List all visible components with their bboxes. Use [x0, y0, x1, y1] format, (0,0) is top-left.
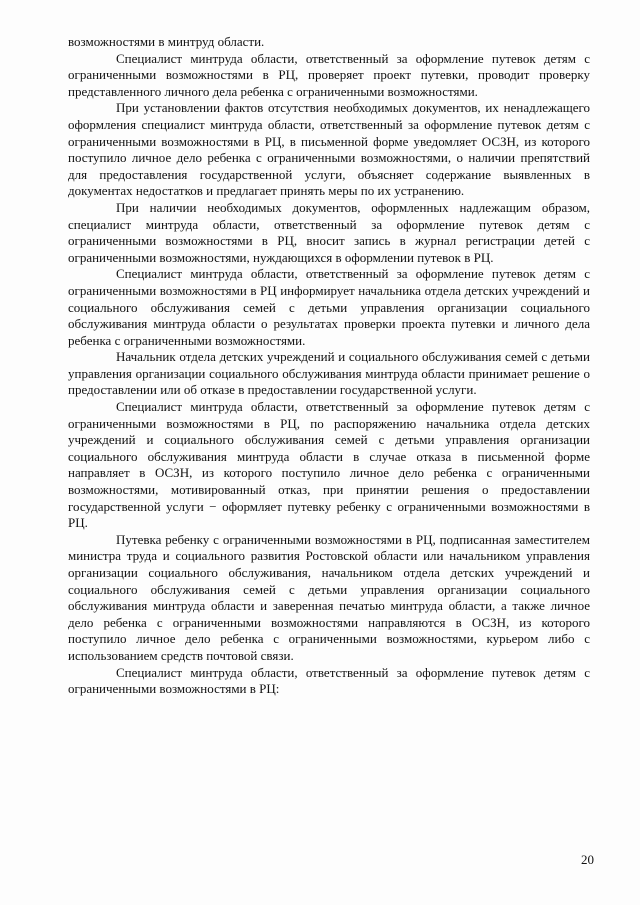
paragraph: Специалист минтруда области, ответственный за оформление путевок детям с ограниченными возможностями в РЦ:: [68, 664, 590, 697]
paragraph: Специалист минтруда области, ответственный за оформление путевок детям с ограниченными возможностями в РЦ, по распоряжению начальника отдела детских учреждений и социального обслуживания семей с детьми управления организации социального обслуживания минтруда области в случае отказа в письменной форме направляет в ОСЗН, из которого поступило личное дело ребенка с ограниченными возможностями, мотивированный отказ, при принятии решения о предоставлении государственной услуги − оформляет путевку ребенку с ограниченными возможностями в РЦ.: [68, 399, 590, 531]
paragraph: При установлении фактов отсутствия необходимых документов, их ненадлежащего оформления специалист минтруда области, ответственный за оформление путевок детям с ограниченными возможностями в РЦ, в письменной форме уведомляет ОСЗН, из которого поступило личное дело ребенка с ограниченными возможностями, о наличии препятствий для предоставления государственной услуги, объясняет содержание выявленных в документах недостатков и предлагает принять меры по их устранению.: [68, 100, 590, 199]
paragraph: Специалист минтруда области, ответственный за оформление путевок детям с ограниченными возможностями в РЦ информирует начальника отдела детских учреждений и социального обслуживания семей с детьми управления организации социального обслуживания минтруда области о результатах проверки проекта путевки и личного дела ребенка с ограниченными возможностями.: [68, 266, 590, 348]
document-body: [68, 34, 590, 698]
paragraph: Начальник отдела детских учреждений и социального обслуживания семей с детьми управления организации социального обслуживания минтруда области принимает решение о предоставлении или об отказе в предоставлении государственной услуги.: [68, 349, 590, 398]
paragraph: Специалист минтруда области, ответственный за оформление путевок детям с ограниченными возможностями в РЦ, проверяет проект путевки, проводит проверку представленного личного дела ребенка с ограниченными возможностями.: [68, 50, 590, 99]
paragraph: При наличии необходимых документов, оформленных надлежащим образом, специалист минтруда области, ответственный за оформление путевок детям с ограниченными возможностями в РЦ, вносит запись в журнал регистрации детей с ограниченными возможностями, нуждающихся в оформлении путевок в РЦ.: [68, 199, 590, 265]
paragraph-continuation: возможностями в минтруд области.: [68, 34, 265, 49]
paragraph: Путевка ребенку с ограниченными возможностями в РЦ, подписанная заместителем министра труда и социального развития Ростовской области или начальником управления организации социального обслуживания, начальником отдела детских учреждений и социального обслуживания семей с детьми управления организации социального обслуживания минтруда области и заверенная печатью минтруда области, а также личное дело ребенка с ограниченными возможностями направляются в ОСЗН, из которого поступило личное дело ребенка с ограниченными возможностями, курьером либо с использованием средств почтовой связи.: [68, 531, 590, 663]
page-number: 20: [581, 852, 594, 867]
